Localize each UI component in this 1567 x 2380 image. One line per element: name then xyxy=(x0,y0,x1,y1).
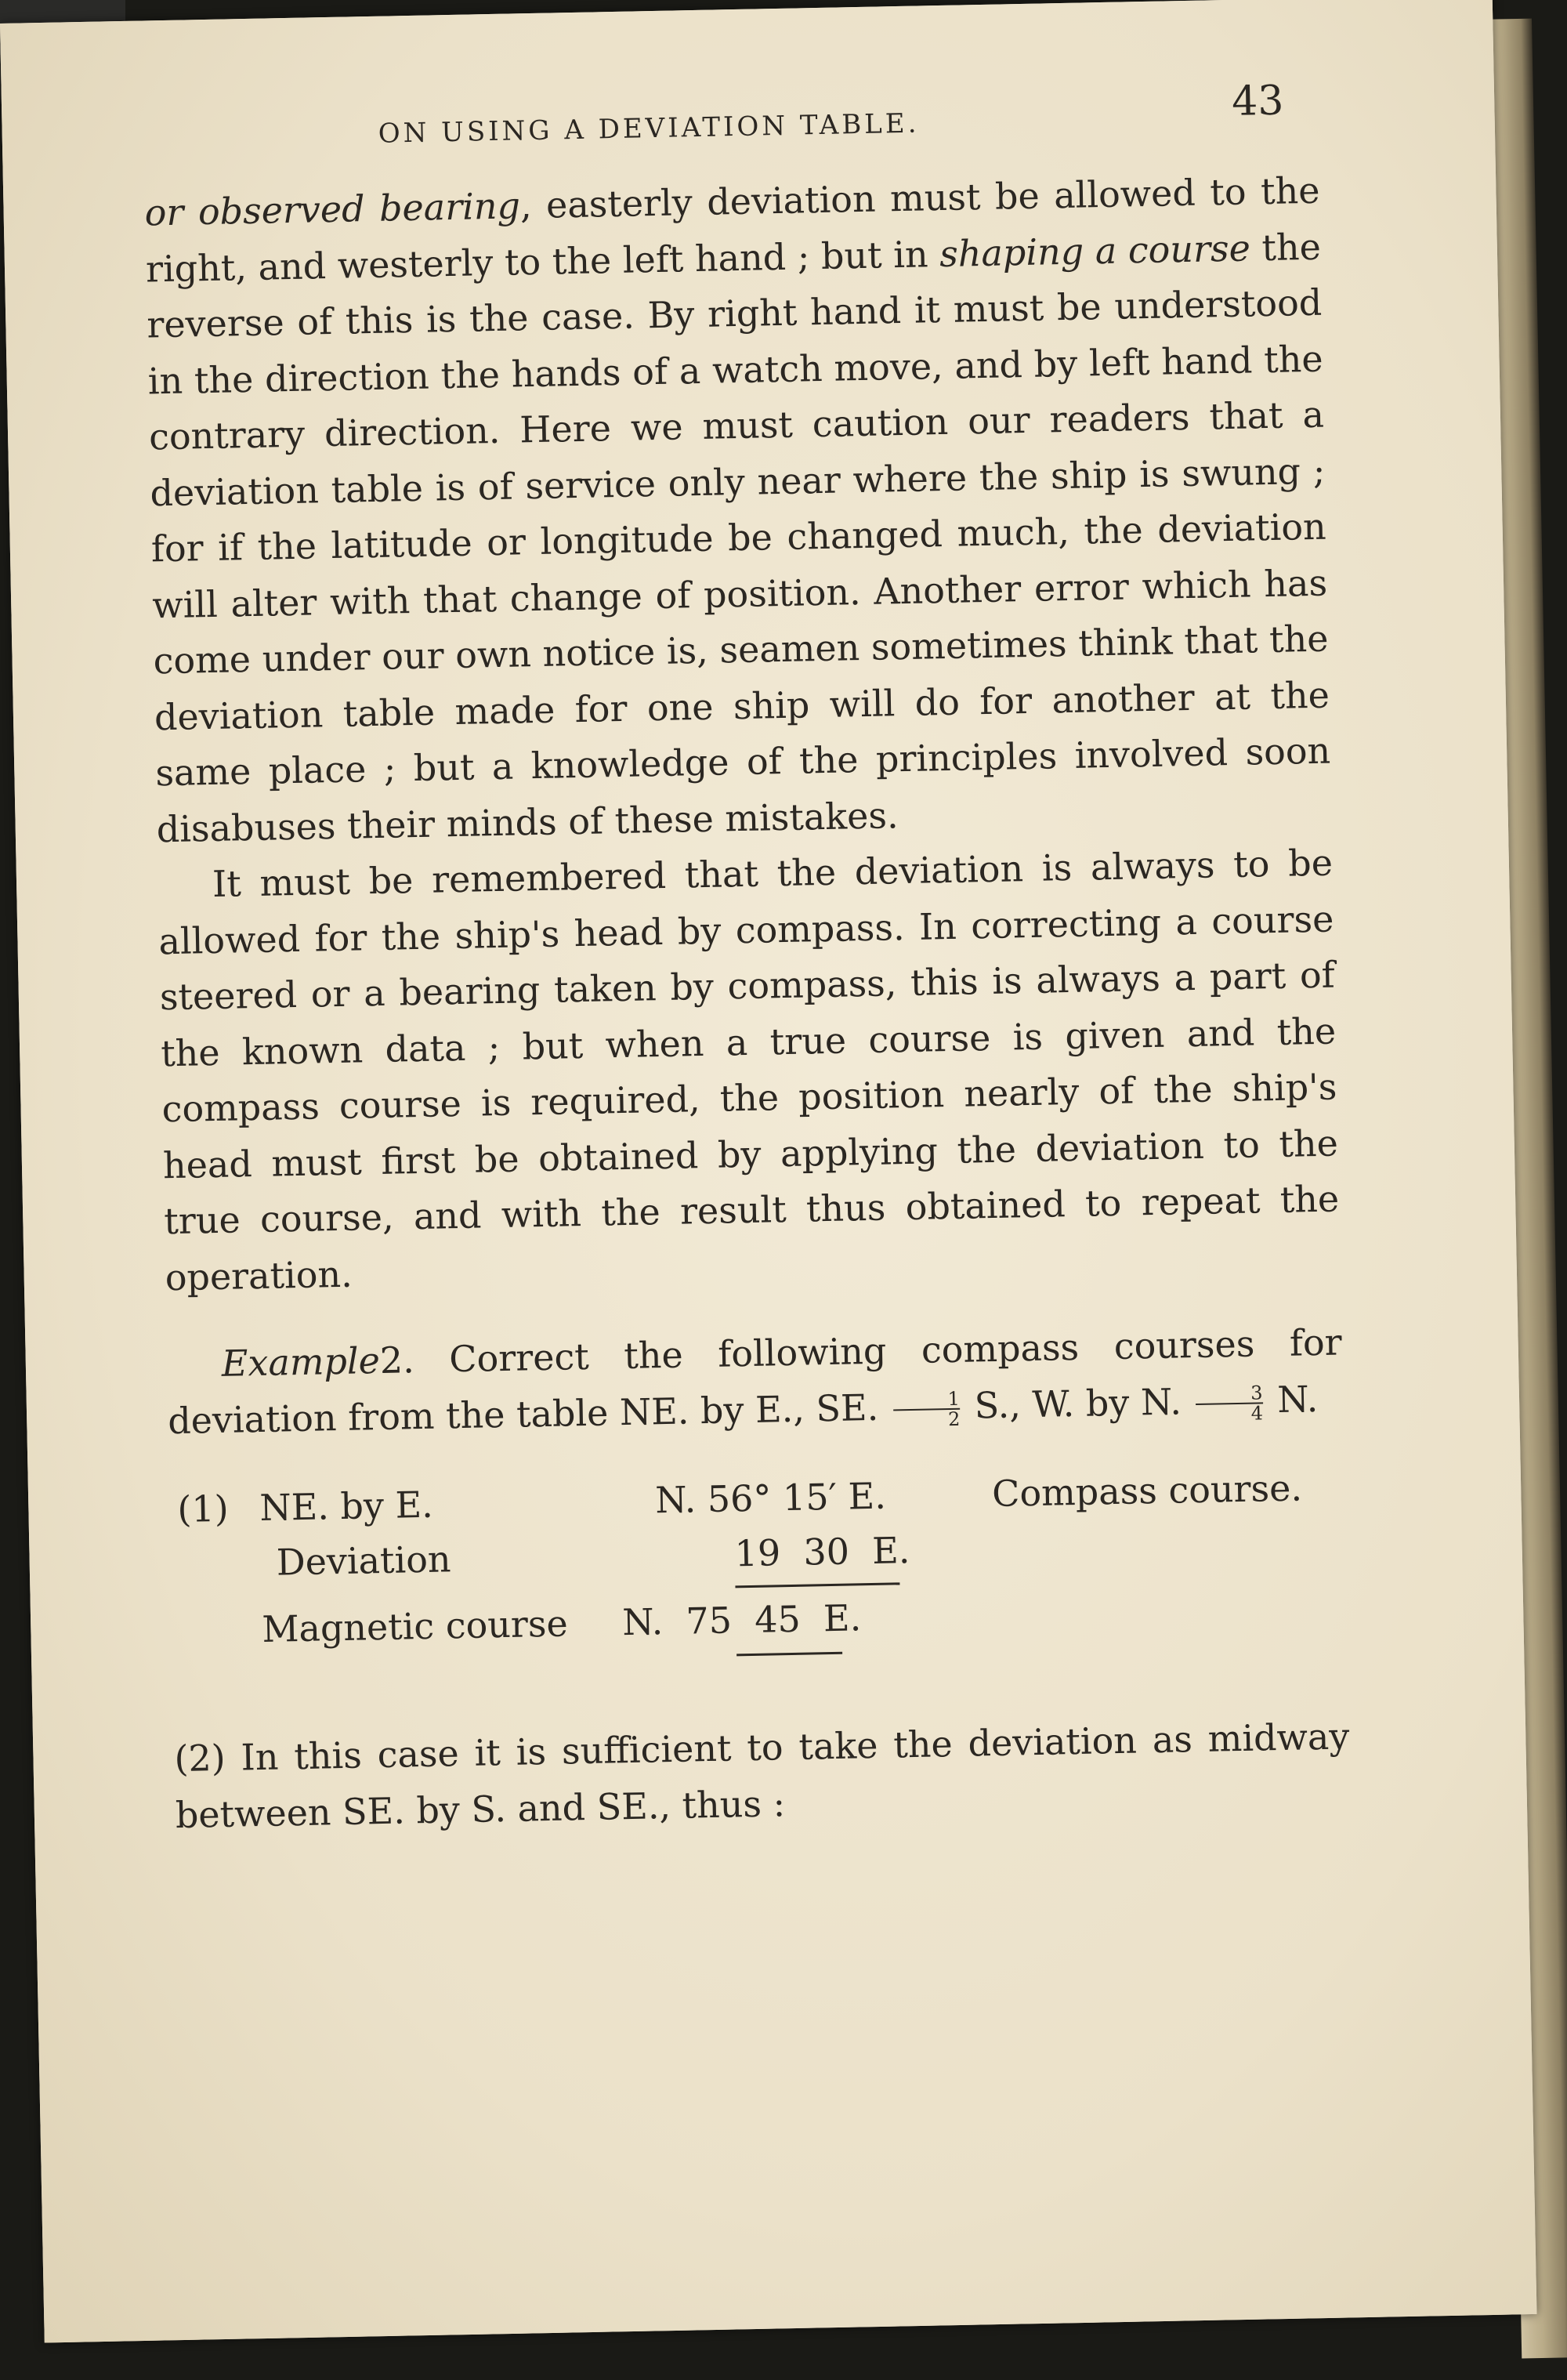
calc-row1-label: NE. by E. xyxy=(259,1483,434,1529)
paragraph-1-text-b: the reverse of this is the case. By right hand it must be understood in the direction the hands of a watch move, and by left hand the contrary direction. Here we must caution our readers that a deviation table is of service only near where the ship is swung ; for if the latitude or longitude be changed much, the deviation will alter with that change of position. Another error which has come under our own notice is, seamen sometimes think that the deviation table made for one ship will do for another at the same place ; but a knowledge of the principles involved soon disabuses their minds of these mistakes. xyxy=(146,225,1331,850)
calc-row3-value: N. 75 45 E. xyxy=(621,1596,862,1644)
text-block xyxy=(143,77,1351,1843)
calc-row2-value: 19 30 E. xyxy=(734,1529,910,1575)
running-head: ON USING A DEVIATION TABLE. xyxy=(378,107,920,150)
italic-phrase-observed-bearing: or observed bearing xyxy=(144,184,521,234)
italic-phrase-shaping-course: shaping a course xyxy=(939,226,1251,275)
calculation-block xyxy=(169,1458,1349,1731)
example-text-c: N. xyxy=(1265,1377,1319,1421)
fraction-three-quarters: $\frac{3}{4}$ xyxy=(1196,1383,1263,1424)
example-text-a: Correct the following compass courses for deviation from the table NE. by E., SE. xyxy=(167,1320,1343,1442)
example-paragraph xyxy=(166,1314,1343,1449)
example-label: Example xyxy=(221,1339,381,1385)
calc-sum-rule xyxy=(735,1582,899,1588)
paragraph-3: (2) In this case it is sufficient to take the deviation as midway between SE. by S. and SE., thus : xyxy=(174,1715,1350,1836)
calc-row1-value: N. 56° 15′ E. xyxy=(654,1474,887,1522)
paragraph-1-text-a: , easterly deviation must be allowed to the right, and westerly to the left hand ; but in xyxy=(145,168,1320,290)
calc-row1-note: Compass course. xyxy=(991,1466,1303,1516)
page-number: 43 xyxy=(1231,77,1284,125)
body-text-2 xyxy=(174,1708,1351,1843)
calc-result-rule xyxy=(736,1652,842,1657)
calc-item-number: (1) xyxy=(176,1487,230,1531)
paragraph-2: It must be remembered that the deviation is always to be allowed for the ship's head by compass. In correcting a course steered or a bearing taken by compass, this is always a part of the known data ; but when a true course is given and the compass course is required, the position nearly of the ship's head must first be obtained by applying the deviation to the true course, and with the result thus obtained to repeat the operation. xyxy=(157,841,1340,1299)
example-number: 2. xyxy=(379,1339,415,1382)
calc-row3-label: Magnetic course xyxy=(261,1602,569,1650)
example-text-b: S., W. by N. xyxy=(962,1379,1193,1427)
body-text xyxy=(144,163,1344,1449)
fraction-one-half: $\frac{1}{2}$ xyxy=(892,1389,960,1429)
paragraph-1 xyxy=(144,163,1332,858)
calc-row2-label: Deviation xyxy=(276,1538,451,1584)
